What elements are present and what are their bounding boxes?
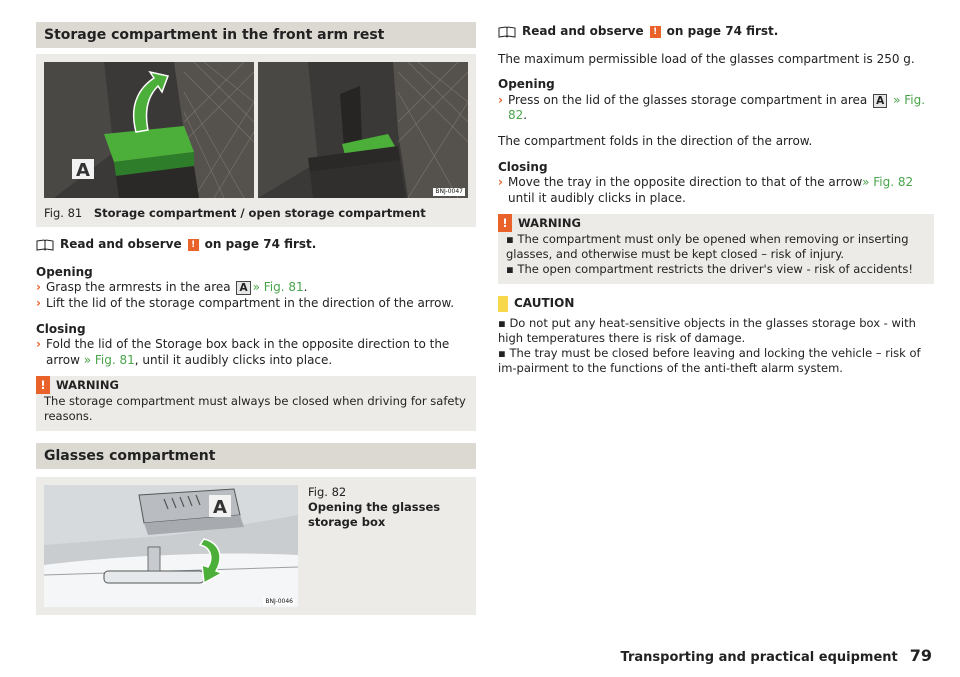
caution-icon xyxy=(498,296,508,312)
book-icon xyxy=(36,239,54,251)
warning-icon: ! xyxy=(498,214,512,232)
fig-82-link[interactable]: » Fig. 82 xyxy=(862,175,914,190)
armrest-closed-photo xyxy=(44,62,254,198)
read-observe-note-right xyxy=(498,24,934,40)
caution-item-2: ▪ The tray must be closed before leaving and locking the vehicle – risk of im-pairment to the functions of the anti-theft alarm system. xyxy=(498,346,921,375)
warning-mark-icon: ! xyxy=(650,26,661,38)
chevron-right-icon: › xyxy=(498,92,503,107)
warning-item-text: The compartment must only be opened when removing or inserting glasses, and otherwise must be kept closed – risk of injury. xyxy=(506,232,909,262)
book-icon xyxy=(498,26,516,38)
caution-item-text: Do not put any heat-sensitive objects in the glasses storage box - with high temperatures there is risk of damage. xyxy=(498,316,916,346)
marker-a-fig81: A xyxy=(76,160,90,182)
section-title-front-armrest: Storage compartment in the front arm rest xyxy=(36,22,476,48)
right-column xyxy=(498,24,934,376)
armrest-open-photo xyxy=(258,62,468,198)
warning-box-right xyxy=(498,214,934,284)
footer-chapter-title: Transporting and practical equipment xyxy=(620,650,898,665)
caution-label: CAUTION xyxy=(514,296,575,311)
read-observe-prefix: Read and observe xyxy=(522,24,644,38)
opening-step-right xyxy=(498,93,934,124)
warning-item-1: ▪ The compartment must only be opened when removing or inserting glasses, and otherwise must be kept closed – risk of injury. xyxy=(506,232,909,262)
fig-81-link[interactable]: » Fig. 81 xyxy=(83,352,135,367)
read-observe-note-left xyxy=(36,237,476,253)
step-text-end: . xyxy=(303,280,308,295)
step-text-end: . xyxy=(523,108,528,123)
step-text: Press on the lid of the glasses storage compartment in area xyxy=(508,92,868,107)
figure-82-title: Opening the glasses storage box xyxy=(308,500,441,530)
step-text: Fold the lid of the Storage box back in the opposite direction to the arrow xyxy=(46,337,450,367)
fig-82-link[interactable]: » Fig. 82 xyxy=(508,92,926,123)
warning-icon: ! xyxy=(36,376,50,394)
read-observe-prefix: Read and observe xyxy=(60,237,182,252)
opening-heading-right: Opening xyxy=(498,77,555,92)
opening-heading-left: Opening xyxy=(36,264,93,279)
warning-item-text: The open compartment restricts the driver's view - risk of accidents! xyxy=(517,262,913,277)
figure-81-number: Fig. 81 xyxy=(44,206,83,221)
warning-text: The storage compartment must always be closed when driving for safety reasons. xyxy=(44,394,466,424)
figure-82-caption xyxy=(308,485,468,607)
figure-81-photos xyxy=(44,62,468,198)
figure-81 xyxy=(36,54,476,227)
section-title-glasses: Glasses compartment xyxy=(36,443,476,469)
figure-81-image-code: BNJ-0047 xyxy=(435,188,463,196)
closing-step-right xyxy=(498,175,934,206)
figure-82 xyxy=(36,477,476,615)
figure-82-number: Fig. 82 xyxy=(308,485,347,500)
warning-header xyxy=(498,214,926,232)
step-text: Lift the lid of the storage compartment in the direction of the arrow. xyxy=(46,295,455,310)
closing-heading-left: Closing xyxy=(36,321,86,336)
closing-step-left xyxy=(36,337,476,368)
marker-a-fig82: A xyxy=(213,497,227,519)
step-text: Move the tray in the opposite direction to that of the arrow xyxy=(508,175,863,190)
opening-step-1-left xyxy=(36,280,476,296)
fig-81-link[interactable]: » Fig. 81 xyxy=(252,280,304,295)
chevron-right-icon: › xyxy=(36,280,41,295)
max-load-text: The maximum permissible load of the glasses compartment is 250 g. xyxy=(498,51,915,66)
step-text-end: , until it audibly clicks into place. xyxy=(134,352,333,367)
caution-header xyxy=(498,296,934,312)
opening-step-2-left xyxy=(36,296,476,312)
warning-item-2: ▪ The open compartment restricts the driver's view - risk of accidents! xyxy=(506,262,913,277)
warning-label: WARNING xyxy=(518,215,581,230)
warning-box-left xyxy=(36,376,476,431)
warning-mark-icon: ! xyxy=(188,239,199,251)
read-observe-suffix: on page 74 first. xyxy=(666,24,779,38)
read-observe-suffix: on page 74 first. xyxy=(204,237,317,252)
chevron-right-icon: › xyxy=(498,175,503,190)
caution-item-1: ▪ Do not put any heat-sensitive objects in the glasses storage box - with high temperatures there is risk of damage. xyxy=(498,316,916,346)
folds-text: The compartment folds in the direction of the arrow. xyxy=(498,133,813,148)
left-column xyxy=(36,22,476,615)
page-footer xyxy=(621,646,932,667)
closing-heading-right: Closing xyxy=(498,159,548,174)
step-text: Grasp the armrests in the area xyxy=(46,280,231,295)
area-a-box: A xyxy=(873,94,887,108)
page-number: 79 xyxy=(909,646,932,665)
area-a-box: A xyxy=(236,281,250,295)
chevron-right-icon: › xyxy=(36,295,41,310)
chevron-right-icon: › xyxy=(36,337,41,352)
caution-item-text: The tray must be closed before leaving and locking the vehicle – risk of im-pairment to the functions of the anti-theft alarm system. xyxy=(498,346,921,375)
step-text-end: until it audibly clicks in place. xyxy=(508,190,686,205)
figure-81-title: Storage compartment / open storage compartment xyxy=(93,206,426,221)
figure-81-caption xyxy=(44,198,468,221)
warning-header xyxy=(36,376,468,394)
figure-82-image-code: BNJ-0046 xyxy=(265,597,293,605)
glasses-box-photo xyxy=(44,485,298,607)
warning-label: WARNING xyxy=(56,377,119,392)
